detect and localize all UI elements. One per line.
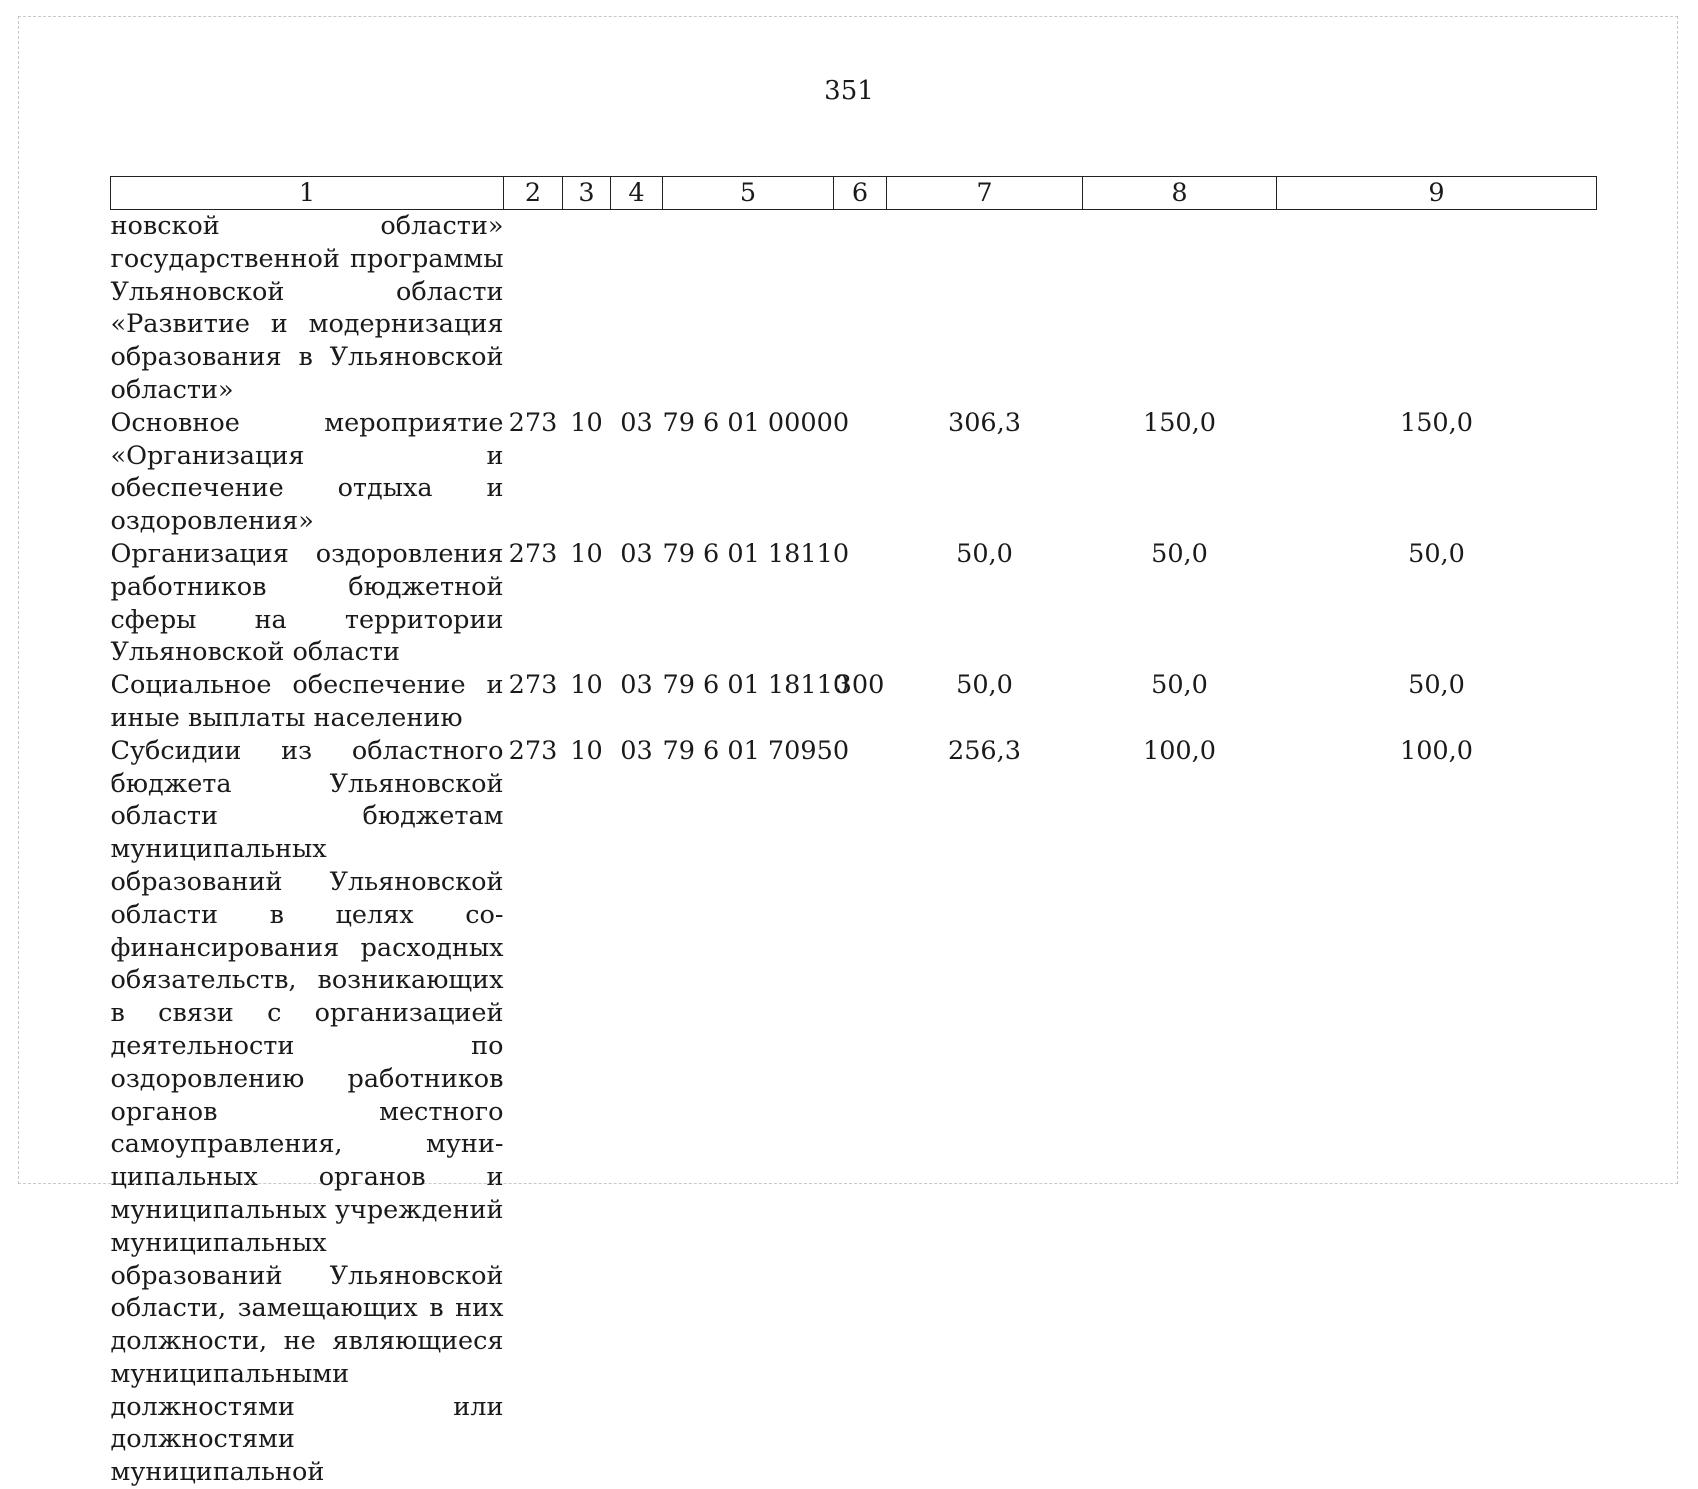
header-col-1: 1 [111, 177, 504, 210]
cell-vr [834, 735, 887, 1489]
header-col-4: 4 [611, 177, 663, 210]
cell-csr: 79 6 01 00000 [663, 407, 834, 538]
header-col-5: 5 [663, 177, 834, 210]
cell-vr [834, 210, 887, 407]
cell-sum-1: 50,0 [887, 538, 1083, 669]
table-row [111, 669, 1597, 735]
cell-pr [611, 210, 663, 407]
table-row [111, 210, 1597, 407]
cell-vr: 300 [834, 669, 887, 735]
cell-ved [504, 210, 563, 407]
row-description: Социальное обеспечение и иные выплаты населению [111, 669, 504, 735]
cell-ved: 273 [504, 407, 563, 538]
row-description: новской области» государственной программы Ульяновской области «Развитие и модернизация образования в Ульяновской области» [111, 210, 504, 407]
cell-csr [663, 210, 834, 407]
cell-csr: 79 6 01 70950 [663, 735, 834, 1489]
header-col-9: 9 [1277, 177, 1597, 210]
header-col-2: 2 [504, 177, 563, 210]
cell-sum-2: 50,0 [1083, 669, 1277, 735]
header-col-7: 7 [887, 177, 1083, 210]
cell-sum-1: 306,3 [887, 407, 1083, 538]
cell-sum-1: 50,0 [887, 669, 1083, 735]
table-row [111, 538, 1597, 669]
cell-pr: 03 [611, 538, 663, 669]
table-header [111, 177, 1597, 210]
cell-rz [563, 210, 611, 407]
page-number: 351 [0, 76, 1698, 106]
cell-sum-3: 50,0 [1277, 538, 1597, 669]
cell-rz: 10 [563, 735, 611, 1489]
cell-ved: 273 [504, 669, 563, 735]
cell-sum-3: 50,0 [1277, 669, 1597, 735]
cell-rz: 10 [563, 669, 611, 735]
header-row [111, 177, 1597, 210]
budget-table [110, 176, 1597, 1489]
cell-sum-1: 256,3 [887, 735, 1083, 1489]
cell-sum-2: 150,0 [1083, 407, 1277, 538]
header-col-8: 8 [1083, 177, 1277, 210]
table-row [111, 407, 1597, 538]
table-row [111, 735, 1597, 1489]
cell-rz: 10 [563, 407, 611, 538]
cell-pr: 03 [611, 407, 663, 538]
cell-pr: 03 [611, 735, 663, 1489]
cell-rz: 10 [563, 538, 611, 669]
cell-sum-3 [1277, 210, 1597, 407]
cell-sum-2 [1083, 210, 1277, 407]
table-body [111, 210, 1597, 1489]
cell-sum-1 [887, 210, 1083, 407]
cell-ved: 273 [504, 538, 563, 669]
cell-csr: 79 6 01 18110 [663, 669, 834, 735]
row-description: Организация оздоровления работников бюджетной сферы на территории Ульяновской области [111, 538, 504, 669]
row-description: Основное мероприятие «Организация и обеспечение отдыха и оздоровления» [111, 407, 504, 538]
cell-ved: 273 [504, 735, 563, 1489]
header-col-3: 3 [563, 177, 611, 210]
cell-sum-3: 100,0 [1277, 735, 1597, 1489]
row-description: Субсидии из областного бюджета Ульяновской области бюджетам муниципальных образований Ульяновской области в целях софинансирования расходных обязательств, возникающих в связи с организацией деятельности по оздоровлению работников органов местного самоуправления, муниципальных органов и муниципальных учреждений муниципальных образований Ульяновской области, замещающих в них должности, не являющиеся муниципальными должностями или должностями муниципальной [111, 735, 504, 1489]
cell-sum-2: 50,0 [1083, 538, 1277, 669]
cell-csr: 79 6 01 18110 [663, 538, 834, 669]
cell-sum-3: 150,0 [1277, 407, 1597, 538]
cell-pr: 03 [611, 669, 663, 735]
header-col-6: 6 [834, 177, 887, 210]
cell-sum-2: 100,0 [1083, 735, 1277, 1489]
